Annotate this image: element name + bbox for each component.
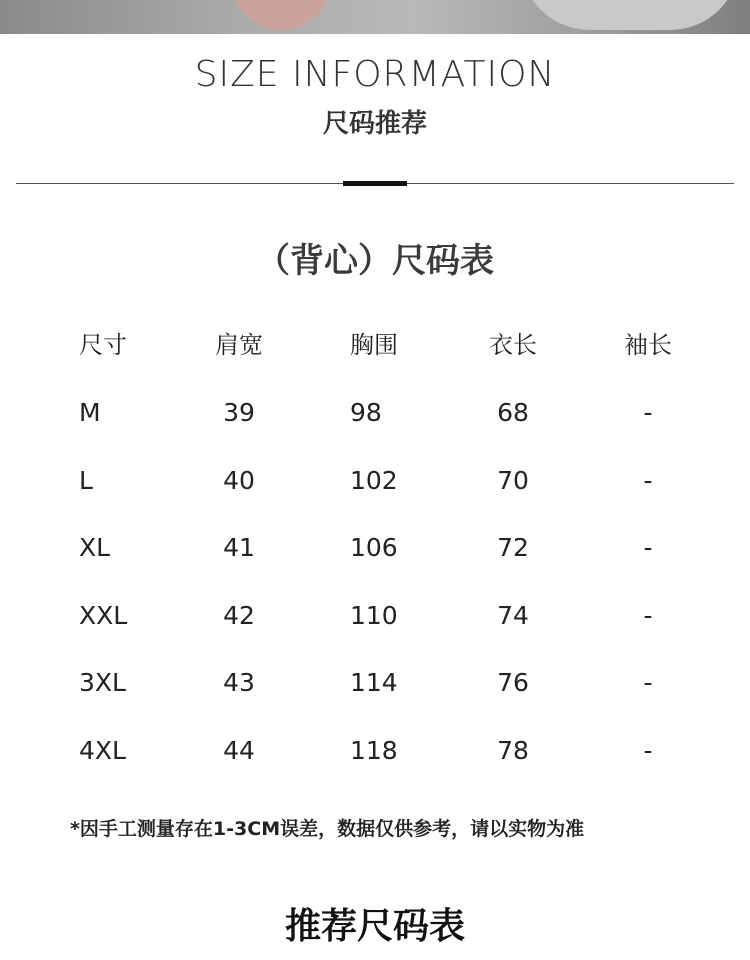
cell-chest: 110 <box>350 600 398 630</box>
cell-chest: 102 <box>350 465 398 495</box>
cell-shoulder: 39 <box>223 398 255 427</box>
cell-shoulder: 44 <box>223 735 255 765</box>
photo-hand-shape <box>232 0 332 30</box>
column-header-size: 尺寸 <box>79 331 127 359</box>
cell-chest: 114 <box>350 668 398 697</box>
cell-size: XL <box>79 533 111 562</box>
cell-size: 3XL <box>79 668 126 697</box>
size-table <box>0 312 750 785</box>
cell-sleeve: - <box>643 735 653 765</box>
measurement-note: *因手工测量存在1-3CM误差，数据仅供参考，请以实物为准 <box>70 818 585 840</box>
cell-chest: 106 <box>350 533 398 562</box>
cell-size: L <box>79 465 93 495</box>
table-row <box>0 515 750 583</box>
section-divider-accent <box>343 181 407 186</box>
table-row <box>0 718 750 786</box>
table-row <box>0 650 750 718</box>
vest-size-table-title: （背心）尺码表 <box>256 241 494 281</box>
cell-sleeve: - <box>643 533 653 562</box>
table-row <box>0 380 750 448</box>
cell-chest: 118 <box>350 735 398 765</box>
product-photo-strip <box>0 0 750 34</box>
photo-fabric-shape <box>520 0 740 30</box>
cell-sleeve: - <box>643 465 653 495</box>
table-row <box>0 448 750 516</box>
cell-shoulder: 40 <box>223 465 255 495</box>
size-information-title: SIZE INFORMATION <box>194 54 556 95</box>
column-header-length: 衣长 <box>489 331 537 359</box>
cell-size: M <box>79 398 101 427</box>
cell-sleeve: - <box>643 398 653 427</box>
cell-sleeve: - <box>643 600 653 630</box>
cell-sleeve: - <box>643 668 653 697</box>
cell-length: 70 <box>497 465 529 495</box>
table-header-row <box>0 312 750 380</box>
cell-shoulder: 42 <box>223 600 255 630</box>
cell-length: 74 <box>497 600 529 630</box>
cell-length: 76 <box>497 668 529 697</box>
cell-length: 78 <box>497 735 529 765</box>
recommended-size-table-title: 推荐尺码表 <box>284 906 465 947</box>
cell-shoulder: 43 <box>223 668 255 697</box>
cell-length: 68 <box>497 398 529 427</box>
cell-length: 72 <box>497 533 529 562</box>
column-header-sleeve: 袖长 <box>624 331 672 359</box>
cell-chest: 98 <box>350 398 382 427</box>
cell-size: 4XL <box>79 735 126 765</box>
column-header-chest: 胸围 <box>350 331 398 359</box>
size-recommend-subtitle: 尺码推荐 <box>322 109 427 139</box>
table-row <box>0 583 750 651</box>
cell-size: XXL <box>79 600 128 630</box>
cell-shoulder: 41 <box>223 533 255 562</box>
column-header-shoulder: 肩宽 <box>215 331 263 359</box>
